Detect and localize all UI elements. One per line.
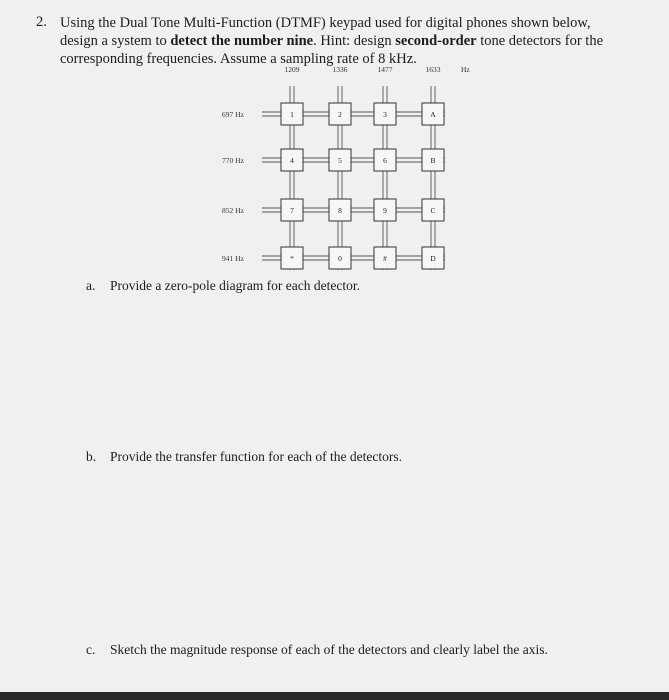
part-a-text: Provide a zero-pole diagram for each detector.	[110, 278, 361, 293]
part-c	[86, 642, 548, 658]
row-freq-label-2: 852 Hz	[222, 206, 244, 215]
col-freq-label-1336: 1336	[332, 65, 348, 74]
key-label-0: 0	[338, 254, 342, 263]
bold-second-order: second-order	[395, 33, 477, 49]
question-number: 2.	[36, 14, 47, 30]
row-freq-label-3: 941 Hz	[222, 254, 244, 263]
question-line-1-text: Using the Dual Tone Multi-Function (DTMF) keypad used for digital phones shown below,	[60, 15, 591, 31]
col-freq-label-1477: 1477	[377, 65, 393, 74]
key-label-#: #	[383, 254, 387, 263]
part-c-label: c.	[86, 642, 96, 657]
key-label-8: 8	[338, 206, 342, 215]
bold-detect-nine: detect the number nine	[170, 33, 314, 49]
part-b-label: b.	[86, 449, 97, 464]
key-label-5: 5	[338, 156, 342, 165]
part-a-label: a.	[86, 278, 96, 293]
bottom-edge	[0, 692, 669, 700]
key-label-9: 9	[383, 206, 387, 215]
key-label-A: A	[430, 110, 436, 119]
key-label-7: 7	[290, 206, 294, 215]
part-a	[86, 278, 360, 294]
key-label-C: C	[430, 206, 436, 215]
question-line-3-text: corresponding frequencies. Assume a sampling rate of 8 kHz.	[60, 51, 417, 67]
part-b-text: Provide the transfer function for each of the detectors.	[110, 449, 403, 464]
key-label-3: 3	[383, 110, 387, 119]
question-line-2-text-c: tone detectors for the	[476, 33, 604, 49]
question-line-2-text-b: . Hint: design	[313, 33, 396, 49]
question-line-2-text-a: design a system to	[60, 33, 171, 49]
key-label-*: *	[290, 254, 294, 263]
part-b	[86, 449, 402, 465]
key-label-D: D	[430, 254, 436, 263]
row-freq-label-1: 770 Hz	[222, 156, 244, 165]
key-label-B: B	[430, 156, 436, 165]
key-label-6: 6	[383, 156, 387, 165]
key-label-2: 2	[338, 110, 342, 119]
part-c-text: Sketch the magnitude response of each of the detectors and clearly label the axis.	[110, 642, 548, 657]
key-label-1: 1	[290, 110, 294, 119]
row-freq-label-0: 697 Hz	[222, 110, 244, 119]
col-freq-label-1209: 1209	[284, 65, 300, 74]
col-freq-unit: Hz	[461, 65, 470, 74]
col-freq-label-1633: 1633	[425, 65, 441, 74]
key-label-4: 4	[290, 156, 294, 165]
